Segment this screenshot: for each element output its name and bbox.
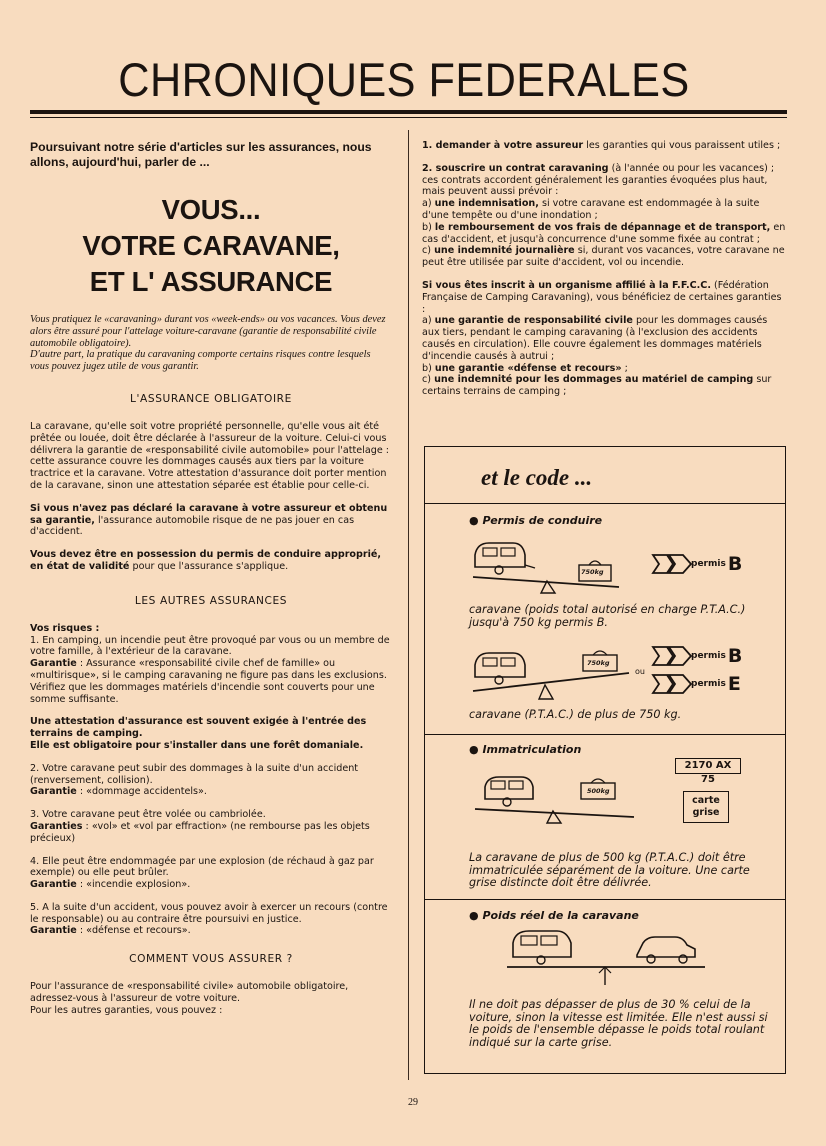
column-divider bbox=[408, 130, 409, 1080]
permis-label: permis bbox=[691, 679, 726, 689]
license-plate: 2170 AX 75 bbox=[675, 758, 741, 774]
option-2b bbox=[422, 222, 786, 246]
left-column bbox=[30, 140, 392, 1017]
immat-heading: ● Immatriculation bbox=[469, 743, 582, 756]
comment-paragraph-1: Pour l'assurance de «responsabilité civile» automobile obligatoire, adressez-vous à l'assureur de votre voiture. bbox=[30, 981, 349, 1005]
code-box-divider bbox=[425, 899, 785, 900]
paragraph-obligatoire-1: La caravane, qu'elle soit votre propriété personnelle, qu'elle vous ait été prêtée ou louée, doit être déclarée à l'assureur de la voiture. Celui-ci vous délivrera la garantie de «responsabilité civile automobile» pour l'attelage : cette assurance couvre les dommages causés aux tiers par la voiture tractrice et la caravane. Votre attestation d'assurance doit porter mention de la caravane, sinon une attestation séparée est établie pour celle-ci. bbox=[30, 420, 390, 491]
masthead-rule-thick bbox=[30, 110, 787, 114]
carte-grise-card bbox=[683, 791, 729, 823]
bold-text: une garantie de responsabilité civile bbox=[434, 315, 633, 327]
attestation-2: Elle est obligatoire pour s'installer dans une forêt domaniale. bbox=[30, 739, 364, 751]
risk-5: 5. A la suite d'un accident, vous pouvez avoir à exercer un recours (contre le responsable) ou au contraire être poursuivi en justice. bbox=[30, 901, 388, 925]
guarantee-text: : Assurance «responsabilité civile chef de famille» ou «multirisque», si le camping caravaning ne figure pas dans les exclusions. Vérifiez que les dommages matériels d'incendie sont couverts pour une somme suffisante. bbox=[30, 658, 387, 705]
risk-3-guarantee bbox=[30, 821, 392, 845]
option-3c bbox=[422, 374, 786, 398]
section-heading-autres: LES AUTRES ASSURANCES bbox=[134, 594, 288, 607]
body-text: en cas d'accident, et jusqu'à concurrence d'une somme fixée au contrat ; bbox=[422, 221, 786, 245]
body-text: sur certains terrains de camping ; bbox=[422, 374, 772, 398]
caravan-vs-car-scale bbox=[505, 925, 725, 987]
guarantee-label: Garanties bbox=[30, 820, 83, 832]
body-text: (à l'année ou pour les vacances) ; ces contrats accordent généralement les garanties évoquées plus haut, mais peuvent aussi prévoir : bbox=[422, 162, 775, 198]
risk-4: 4. Elle peut être endommagée par une explosion (de réchaud à gaz par exemple) ou elle peut brûler. bbox=[30, 855, 374, 879]
risk-4-guarantee bbox=[30, 879, 392, 891]
guarantee-text: : «dommage accidentels». bbox=[76, 786, 207, 798]
list-marker: a) bbox=[422, 315, 435, 327]
or-label: ou bbox=[635, 667, 645, 676]
option-3 bbox=[422, 280, 786, 315]
risk-3: 3. Votre caravane peut être volée ou cambriolée. bbox=[30, 809, 266, 821]
right-column bbox=[422, 140, 786, 398]
poids-heading: ● Poids réel de la caravane bbox=[469, 909, 639, 922]
permis-heading: ● Permis de conduire bbox=[469, 514, 603, 527]
guarantee-label: Garantie bbox=[30, 925, 77, 937]
guarantee-label: Garantie bbox=[30, 658, 77, 670]
code-box-divider bbox=[425, 734, 785, 735]
caravan-on-scale-500 bbox=[469, 769, 639, 825]
section-heading-comment: COMMENT VOUS ASSURER ? bbox=[129, 953, 293, 966]
lead-paragraph: Poursuivant notre série d'articles sur les assurances, nous allons, aujourd'hui, parler de ... bbox=[30, 140, 372, 169]
article-title bbox=[30, 192, 392, 300]
permis-e-letter: E bbox=[727, 673, 741, 695]
caravan-on-scale-750-under bbox=[469, 535, 629, 595]
title-line-1: VOUS... bbox=[161, 194, 261, 225]
list-marker: a) bbox=[422, 198, 435, 210]
masthead-rule-thin bbox=[30, 117, 787, 118]
body-text: ; bbox=[621, 362, 628, 374]
caption-750-under: caravane (poids total autorisé en charge P.T.A.C.) jusqu'à 750 kg permis B. bbox=[469, 603, 746, 629]
code-box-title: et le code ... bbox=[481, 465, 593, 490]
option-1 bbox=[422, 140, 786, 152]
intro-paragraph-1: Vous pratiquez le «caravaning» durant vos «week-ends» ou vos vacances. Vous devez alors être assuré pour l'attelage voiture-caravane (garantie de responsabilité civile automobile obligatoire). bbox=[30, 314, 386, 349]
guarantee-text: : «défense et recours». bbox=[76, 925, 191, 937]
bold-text: Si vous n'avez pas déclaré la caravane à votre assureur et obtenu sa garantie, bbox=[30, 502, 388, 526]
bold-text: le remboursement de vos frais de dépannage et de transport, bbox=[434, 221, 771, 233]
intro-italic bbox=[30, 314, 392, 373]
bold-text: Si vous êtes inscrit à un organisme affilié à la F.F.C.C. bbox=[422, 279, 711, 291]
body-text: (Fédération Française de Camping Caravaning), vous bénéficiez de certaines garanties : bbox=[422, 279, 782, 315]
comment-paragraph-2: Pour les autres garanties, vous pouvez : bbox=[30, 1004, 223, 1016]
permis-b-letter: B bbox=[727, 645, 743, 667]
permis-b-sign bbox=[651, 553, 742, 575]
bold-text: une garantie «défense et recours» bbox=[434, 362, 622, 374]
permis-label: permis bbox=[691, 559, 726, 569]
option-2c bbox=[422, 245, 786, 269]
section-heading-obligatoire: L'ASSURANCE OBLIGATOIRE bbox=[130, 392, 292, 405]
body-text: l'assurance automobile risque de ne pas jouer en cas d'accident. bbox=[30, 514, 355, 538]
paragraph-obligatoire-2 bbox=[30, 503, 392, 538]
guarantee-label: Garantie bbox=[30, 786, 77, 798]
option-3a bbox=[422, 315, 786, 362]
body-text: si votre caravane est endommagée à la suite d'une tempête ou d'une inondation ; bbox=[422, 198, 760, 221]
immat-heading-text: Immatriculation bbox=[482, 743, 582, 756]
carte-label: carte bbox=[692, 795, 720, 806]
permis-e-sign bbox=[651, 673, 741, 695]
option-3b bbox=[422, 363, 786, 375]
title-line-3: ET L' ASSURANCE bbox=[89, 266, 333, 297]
risques-heading: Vos risques : bbox=[30, 622, 100, 634]
page-number: 29 bbox=[408, 1097, 418, 1108]
guarantee-text: : «vol» et «vol par effraction» (ne rembourse pas les objets précieux) bbox=[30, 820, 370, 844]
risk-2-guarantee bbox=[30, 786, 392, 798]
code-box bbox=[424, 446, 786, 1074]
code-box-divider bbox=[425, 503, 785, 504]
risk-1: 1. En camping, un incendie peut être provoqué par vous ou un membre de votre famille, à l'extérieur de la caravane. bbox=[30, 634, 390, 658]
list-marker: b) bbox=[422, 221, 435, 233]
permis-heading-text: Permis de conduire bbox=[482, 514, 603, 527]
title-line-2: VOTRE CARAVANE, bbox=[82, 230, 340, 261]
weight-label-500: 500kg bbox=[587, 787, 610, 795]
bold-text: une indemnité journalière bbox=[434, 245, 575, 257]
risk-2: 2. Votre caravane peut subir des dommages à la suite d'un accident (renversement, collision). bbox=[30, 762, 359, 786]
body-text: si, durant vos vacances, votre caravane ne peut être utilisée par suite d'accident, vol ou incendie. bbox=[422, 245, 785, 269]
bold-text: 1. demander à votre assureur bbox=[422, 140, 584, 151]
guarantee-text: : «incendie explosion». bbox=[76, 879, 191, 891]
bold-text: Vous devez être en possession du permis de conduire approprié, en état de validité bbox=[30, 549, 382, 572]
weight-label-750: 750kg bbox=[581, 568, 604, 576]
permis-label: permis bbox=[691, 651, 726, 661]
caption-immat: La caravane de plus de 500 kg (P.T.A.C.) doit être immatriculée séparément de la voiture. Une carte grise distincte doit être délivrée. bbox=[469, 851, 750, 889]
attestation-1: Une attestation d'assurance est souvent exigée à l'entrée des terrains de camping. bbox=[30, 716, 367, 740]
risk-1-guarantee bbox=[30, 658, 392, 705]
list-marker: c) bbox=[422, 245, 435, 257]
list-marker: c) bbox=[422, 374, 435, 386]
caravan-on-scale-750-over bbox=[469, 647, 639, 707]
grise-label: grise bbox=[692, 807, 720, 818]
option-2 bbox=[422, 163, 786, 198]
permis-b-sign-2 bbox=[651, 645, 742, 667]
weight-label-750-over: 750kg bbox=[587, 659, 610, 667]
guarantee-label: Garantie bbox=[30, 879, 77, 891]
risk-5-guarantee bbox=[30, 925, 392, 937]
poids-heading-text: Poids réel de la caravane bbox=[482, 909, 639, 922]
caption-750-over: caravane (P.T.A.C.) de plus de 750 kg. bbox=[469, 708, 682, 721]
permis-b-letter: B bbox=[727, 553, 743, 575]
bold-text: une indemnisation, bbox=[434, 198, 539, 210]
bold-text: 2. souscrire un contrat caravaning bbox=[422, 162, 609, 174]
paragraph-obligatoire-3 bbox=[30, 549, 392, 573]
body-text: pour que l'assurance s'applique. bbox=[129, 560, 289, 572]
option-2a bbox=[422, 198, 786, 222]
body-text: les garanties qui vous paraissent utiles ; bbox=[583, 140, 781, 151]
list-marker: b) bbox=[422, 362, 435, 374]
caption-poids: Il ne doit pas dépasser de plus de 30 % celui de la voiture, sinon la vitesse est limitée. Elle n'est aussi si le poids de l'ensemble dépasse le poids total roulant indiqué sur la carte grise. bbox=[469, 998, 768, 1049]
masthead: CHRONIQUES FEDERALES bbox=[118, 53, 690, 106]
intro-paragraph-2: D'autre part, la pratique du caravaning comporte certains risques contre lesquels vous pouvez jugez utile de vous garantir. bbox=[30, 349, 371, 373]
bold-text: une indemnité pour les dommages au matériel de camping bbox=[434, 374, 754, 386]
body-text: pour les dommages causés aux tiers, pendant le camping caravaning (à l'exclusion des accidents causés en circulation). Elle couvre également les dommages matériels d'incendie causés à autrui ; bbox=[422, 315, 768, 362]
